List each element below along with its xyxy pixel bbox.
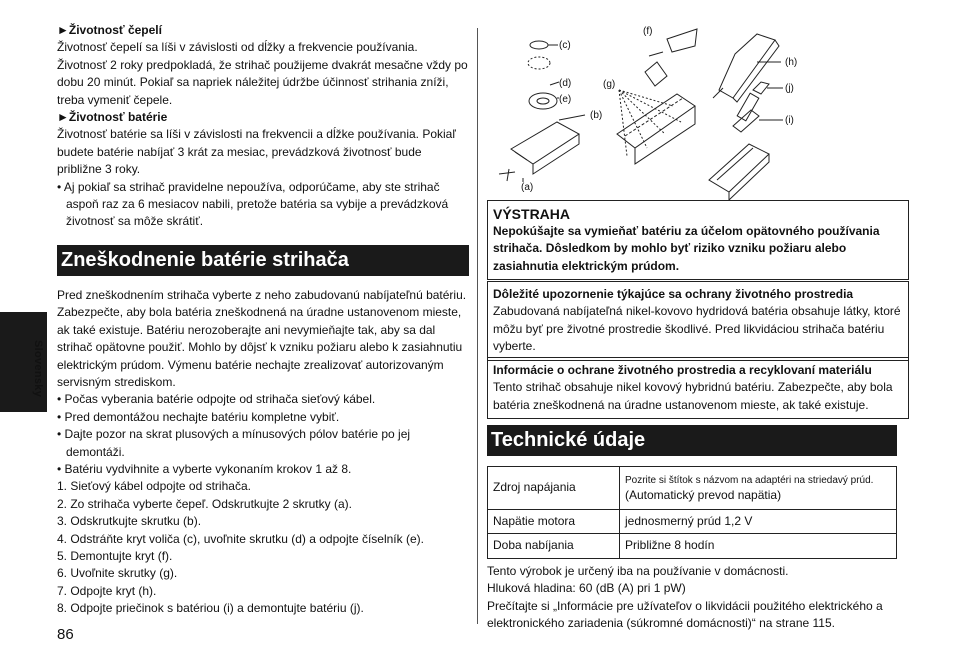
disposal-bullet: • Dajte pozor na skrat plusových a mínusových pólov batérie po jej demontáži.	[57, 427, 411, 459]
screw-a-part	[499, 172, 515, 174]
disassembly-diagram	[487, 24, 897, 200]
battery-life-bullet: • Aj pokiaľ sa strihač pravidelne nepoužíva, odporúčame, aby ste strihač aspoň raz za 6 mesiacov nabili, pretože batéria sa vybije a prevádzková životnosť sa môže skrátiť.	[57, 179, 449, 229]
specs-table	[487, 466, 897, 559]
dial-part	[529, 93, 557, 109]
disposal-heading: Zneškodnenie batérie strihača	[57, 245, 469, 276]
column-divider	[477, 28, 478, 624]
recycling-title: Informácie o ochrane životného prostredia a recyklovaní materiálu	[493, 363, 872, 377]
weee-note: Prečítajte si „Informácie pre užívateľov o likvidácii použitého elektrického a elektronického zariadenia (súkromné domácnosti)“ na strane 115.	[487, 598, 883, 631]
spec-value	[620, 467, 897, 510]
usage-note: Tento výrobok je určený iba na používanie v domácnosti.	[487, 563, 789, 578]
battery-life-title: ►Životnosť batérie	[57, 110, 168, 125]
disposal-intro: Pred zneškodnením strihača vyberte z neho zabudovanú nabíjateľnú batériu. Zabezpečte, aby bola batéria zneškodnená na úradne ustanovenom mieste, ak také existuje. Batériu nerozoberajte ani nevymieňajte tak, aby sa dal strihač opätovne použiť. Mohlo by dôjsť k vzniku požiaru alebo k zasiahnutiu elektrickým prúdom. Výmenu batérie nechajte zrealizovať autorizovaným servisným strediskom.	[57, 287, 467, 389]
table-row	[488, 534, 897, 558]
label-i: (i)	[785, 115, 794, 126]
housing-part	[617, 94, 695, 148]
selector-cover-part	[530, 41, 548, 49]
disposal-bullet: • Počas vyberania batérie odpojte od strihača sieťový kábel.	[57, 392, 376, 407]
spec-label: Napätie motora	[488, 510, 620, 534]
disposal-step: 2. Zo strihača vyberte čepeľ. Odskrutkujte 2 skrutky (a).	[57, 496, 352, 511]
disposal-step: 4. Odstráňte kryt voliča (c), uvoľnite skrutku (d) a odpojte číselník (e).	[57, 531, 424, 546]
recycling-text: Tento strihač obsahuje nikel kovový hybridnú batériu. Zabezpečte, aby bola batéria zneškodnená na úradne ustanovenom mieste, ak také existuje.	[493, 380, 893, 412]
spec-value-note: Pozrite si štítok s názvom na adaptéri na striedavý prúd.	[625, 474, 874, 486]
disposal-bullet: • Pred demontážou nechajte batériu kompletne vybiť.	[57, 409, 340, 424]
language-label: Slovensky	[32, 340, 44, 398]
blade-life-title: ►Životnosť čepelí	[57, 23, 162, 37]
cover-f-part	[667, 29, 697, 52]
label-g: (g)	[603, 79, 616, 90]
disposal-step: 3. Odskrutkujte skrutku (b).	[57, 514, 202, 529]
left-column	[57, 22, 469, 618]
label-j: (j)	[785, 83, 794, 94]
recycling-box	[487, 357, 909, 419]
disposal-step: 7. Odpojte kryt (h).	[57, 583, 157, 598]
table-row	[488, 510, 897, 534]
specs-section	[487, 425, 897, 632]
label-h: (h)	[785, 57, 798, 68]
disposal-bullet: • Batériu vydvihnite a vyberte vykonaním krokov 1 až 8.	[57, 461, 352, 476]
spec-value: jednosmerný prúd 1,2 V	[620, 510, 897, 534]
battery-life-text: Životnosť batérie sa líši v závislosti na frekvencii a dĺžke používania. Pokiaľ budete batérie nabíjať 3 krát za mesiac, prevádzková životnosť bude približne 3 roky.	[57, 127, 456, 177]
warning-box	[487, 200, 909, 280]
label-f: (f)	[643, 26, 653, 37]
label-c: (c)	[559, 40, 571, 51]
spec-label: Zdroj napájania	[488, 467, 620, 510]
disposal-step: 1. Sieťový kábel odpojte od strihača.	[57, 479, 251, 494]
disposal-step: 6. Uvoľnite skrutky (g).	[57, 566, 178, 581]
label-a: (a)	[521, 182, 534, 193]
specs-heading: Technické údaje	[487, 425, 897, 456]
label-b: (b)	[590, 110, 603, 121]
label-d: (d)	[559, 78, 572, 89]
page-number: 86	[57, 626, 74, 643]
clipper-body-part	[511, 122, 579, 164]
disposal-step: 5. Demontujte kryt (f).	[57, 548, 173, 563]
blade-life-text: Životnosť čepelí sa líši v závislosti od dĺžky a frekvencie používania. Životnosť 2 roky predpokladá, že strihač použijeme dvakrát mesačne vždy po dobu 20 minút. Pokiaľ sa napriek náležitej údržbe účinnosť strihania zníži, treba vymeniť čepele.	[57, 40, 468, 107]
bottom-case-part	[709, 144, 769, 192]
disposal-step: 8. Odpojte priečinok s batériou (i) a demontujte batériu (j).	[57, 601, 364, 616]
spec-value-main: (Automatický prevod napätia)	[625, 487, 782, 502]
warning-title: VÝSTRAHA	[493, 206, 571, 222]
spec-label: Doba nabíjania	[488, 534, 620, 558]
table-row	[488, 467, 897, 510]
label-e: (e)	[559, 94, 572, 105]
environment-notice-title: Dôležité upozornenie týkajúce sa ochrany životného prostredia	[493, 287, 854, 301]
warning-text: Nepokúšajte sa vymieňať batériu za účelom opätovného používania strihača. Dôsledkom by mohlo byť riziko vzniku požiaru alebo zasiahnutia elektrickým prúdom.	[493, 224, 880, 273]
environment-notice-box	[487, 281, 909, 361]
spec-value: Približne 8 hodín	[620, 534, 897, 558]
noise-note: Hluková hladina: 60 (dB (A) pri 1 pW)	[487, 581, 686, 596]
environment-notice-text: Zabudovaná nabíjateľná nikel-kovovo hydridová batéria obsahuje látky, ktoré môžu byť pre životné prostredie škodlivé. Pred likvidáciou strihača batériu vyberte.	[493, 304, 901, 354]
screw-ring-part	[528, 57, 550, 69]
